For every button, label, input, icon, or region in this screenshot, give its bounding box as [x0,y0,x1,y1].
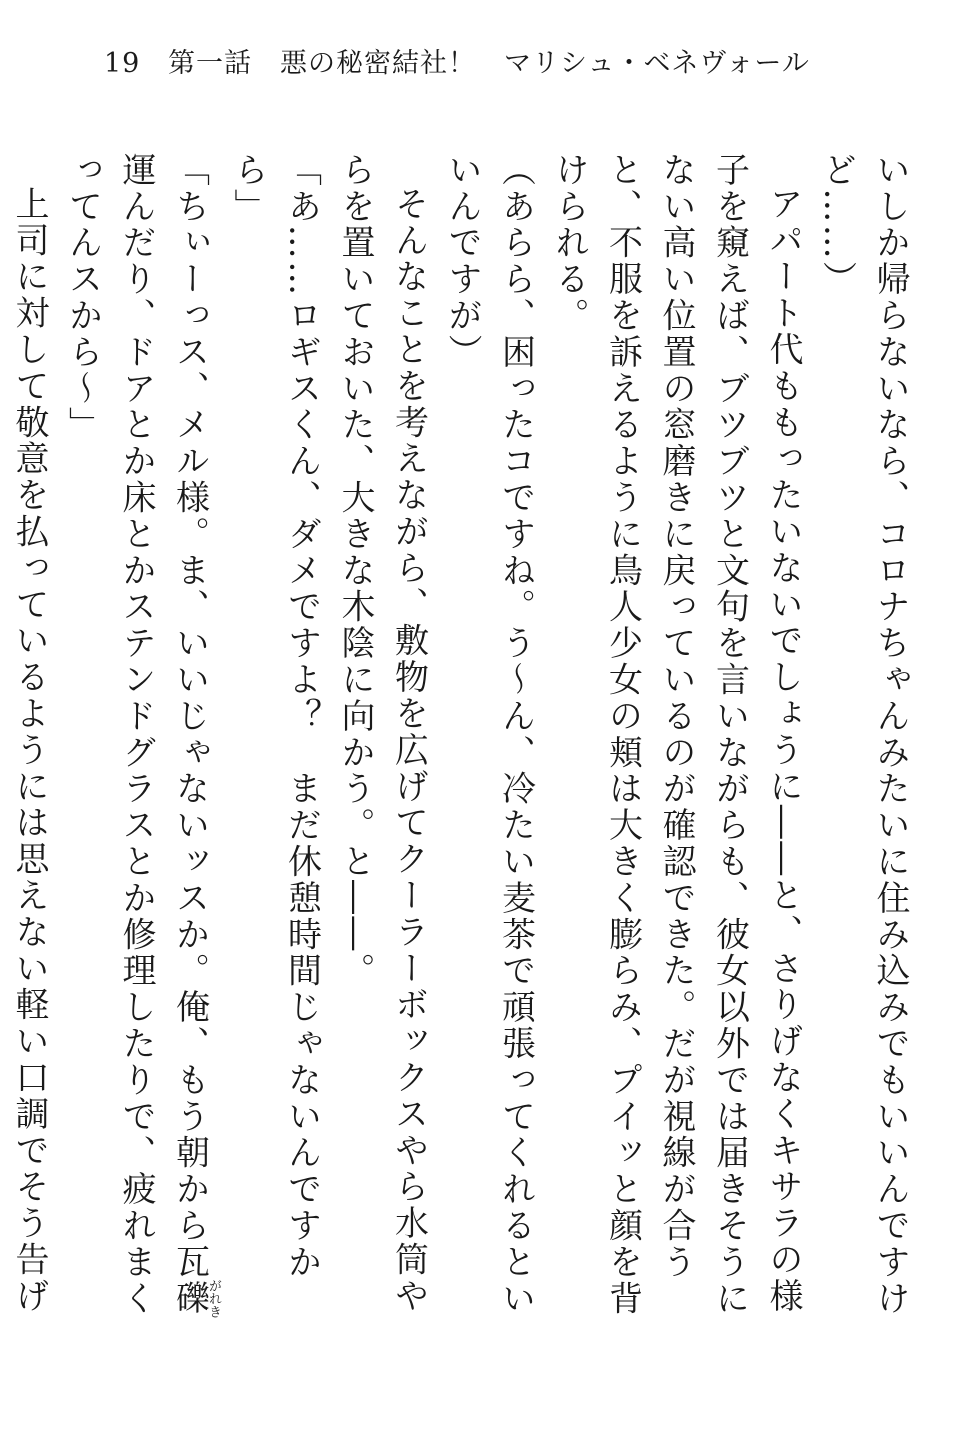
paragraph-with-ruby [55,152,221,1332]
paragraph: いしか帰らないなら、コロナちゃんみたいに住み込みでもいいんですけど……） [816,152,910,1317]
page-number: 19 [104,48,141,79]
paragraph: アパート代ももったいないでしょうに――と、さりげなくキサラの様子を窺えば、ブツブツと文句を言いながらも、彼女以外では届きそうにない高い位置の窓磨きに戻っているのが確認できた。だが視線が合うと、不服を訴えるように鳥人少女の頬は大きく膨らみ、プイッと顔を背けられる。 [549,152,803,1317]
chapter-title: 第一話 悪の秘密結社！ マリシュ・ベネヴォール [168,48,810,79]
paragraph: そんなことを考えながら、敷物を広げてクーラーボックスやら水筒やらを置いておいた、大きな木陰に向かう。と――。 [335,152,429,1315]
ruby-reading: がれき [206,1279,221,1319]
paragraph: 上司に対して敬意を払っているようには思えない軽い口調でそう告げ [9,186,49,1315]
paragraph: （あらら、困ったコですね。う～ん、冷たい麦茶で頑張ってくれるといいんですが） [442,152,536,1317]
paragraph-text-after-ruby: 運んだり、ドアとか床とかステンドグラスとか修理したりで、疲れまくってんスから～」 [62,152,156,1317]
body-text [9,152,916,1332]
running-head [104,44,810,84]
ruby-annotation [169,1279,221,1319]
paragraph-text-before-ruby: 「ちぃーっス、メル様。ま、いいじゃないッスか。俺、もう朝から瓦 [169,152,210,1281]
ruby-base: 礫 [169,1279,210,1319]
paragraph: 「あ……ロギスくん、ダメですよ？ まだ休憩時間じゃないんですから」 [228,152,322,1281]
